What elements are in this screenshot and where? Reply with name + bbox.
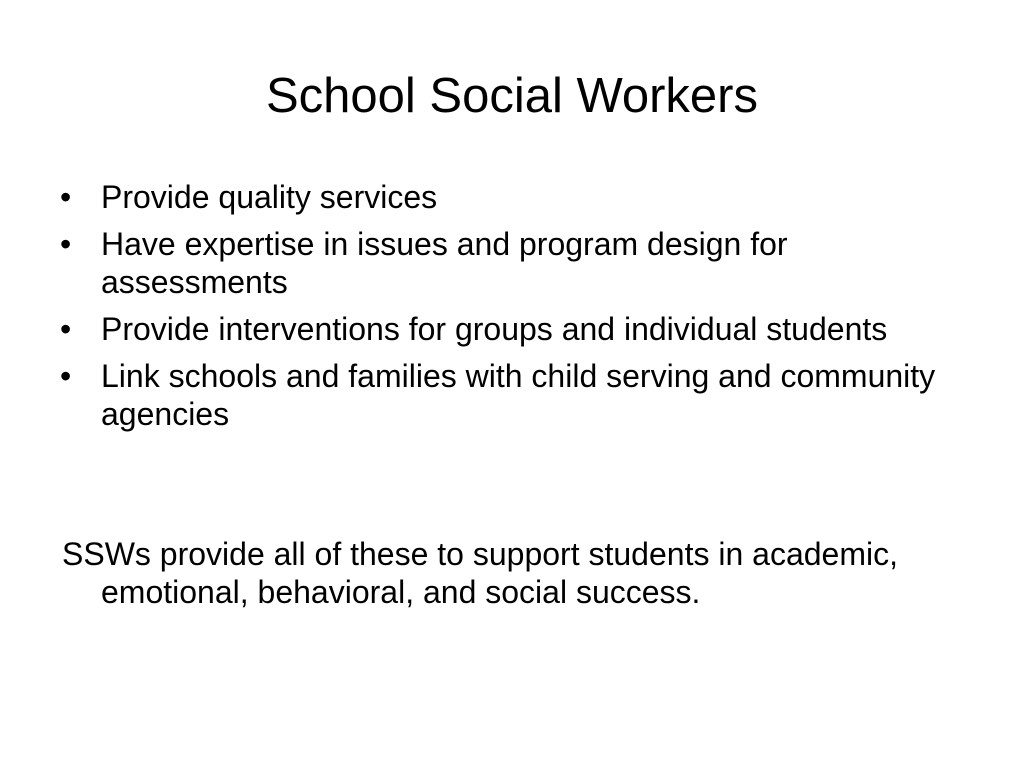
bullet-marker: • <box>60 311 72 347</box>
bullet-text: Link schools and families with child serving and community agencies <box>101 358 936 432</box>
bullet-list <box>60 178 980 442</box>
bullet-marker: • <box>60 358 72 394</box>
bullet-text: Provide interventions for groups and individual students <box>101 311 888 347</box>
bullet-text: Have expertise in issues and program design for assessments <box>101 226 788 300</box>
bullet-text: Provide quality services <box>101 179 438 215</box>
bullet-item <box>60 310 980 348</box>
bullet-item <box>60 178 980 216</box>
bullet-marker: • <box>60 226 72 262</box>
summary-paragraph: SSWs provide all of these to support students in academic, emotional, behavioral, and social success. <box>62 536 898 610</box>
slide-title: School Social Workers <box>265 69 758 123</box>
bullet-marker: • <box>60 179 72 215</box>
bullet-item <box>60 357 980 433</box>
bullet-item <box>60 225 980 301</box>
